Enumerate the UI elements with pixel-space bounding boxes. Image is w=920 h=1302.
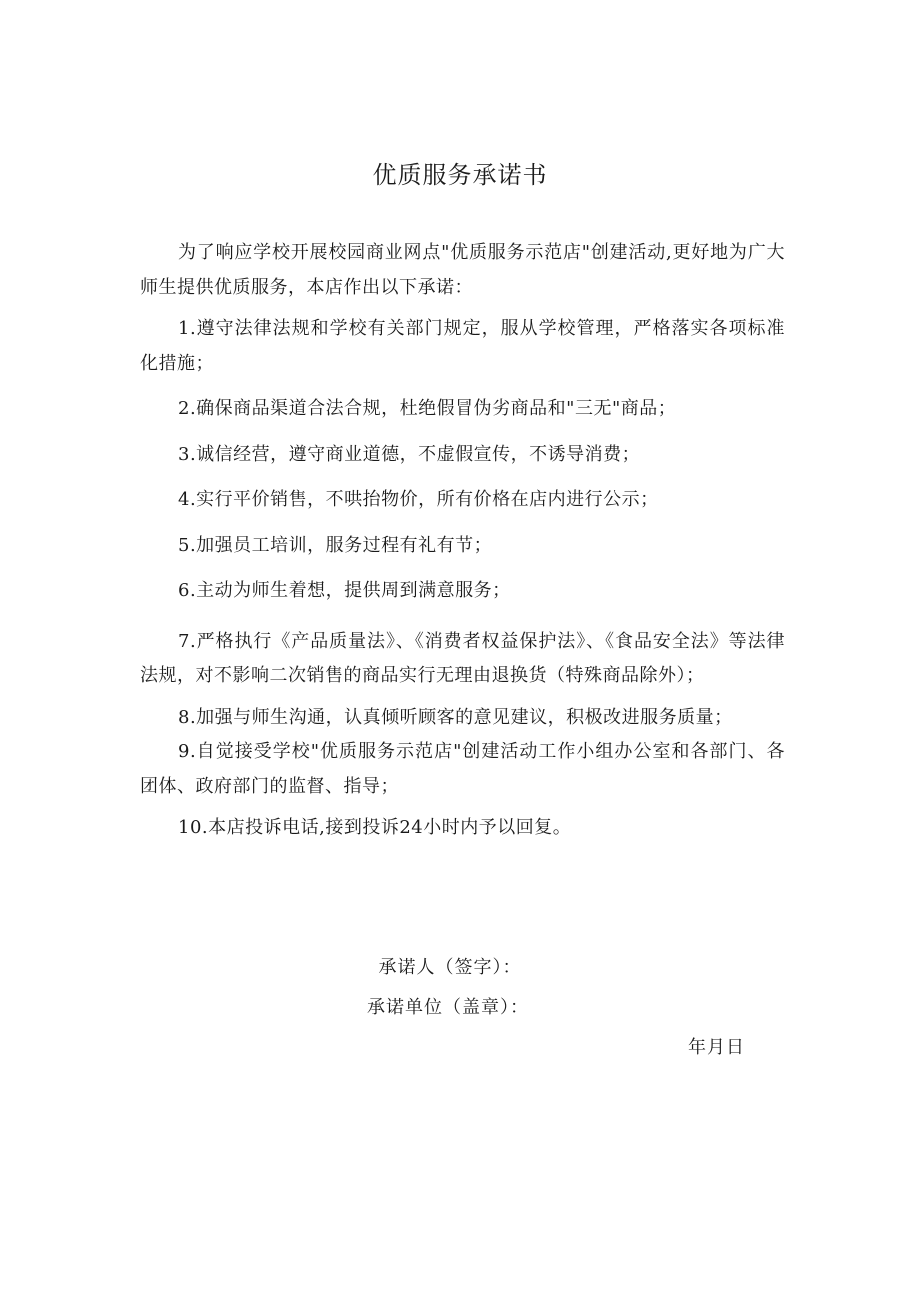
commitment-item-5: 5.加强员工培训，服务过程有礼有节；: [178, 534, 493, 556]
commitment-item-7: 7.严格执行《产品质量法》、《消费者权益保护法》、《食品安全法》等法律法规，对不影响二次销售的商品实行无理由退换货（特殊商品除外）；: [140, 630, 785, 686]
commitment-item-6: 6.主动为师生着想，提供周到满意服务；: [178, 580, 511, 601]
signature-unit-line: 承诺单位（盖章）：: [367, 997, 529, 1018]
commitment-item-8: 8.加强与师生沟通，认真倾听顾客的意见建议，积极改进服务质量；: [178, 706, 733, 728]
commitment-item-2: 2.确保商品渠道合法合规，杜绝假冒伪劣商品和"三无"商品；: [178, 398, 677, 419]
intro-paragraph: 为了响应学校开展校园商业网点"优质服务示范店"创建活动,更好地为广大师生提供优质服务，本店作出以下承诺：: [140, 242, 785, 298]
commitment-item-3: 3.诚信经营，遵守商业道德，不虚假宣传，不诱导消费；: [178, 443, 641, 465]
commitment-item-10: 10.本店投诉电话,接到投诉24小时内予以回复。: [178, 817, 572, 838]
document-title: 优质服务承诺书: [372, 161, 548, 189]
commitment-item-4: 4.实行平价销售，不哄抬物价，所有价格在店内进行公示；: [178, 489, 659, 510]
commitment-item-1: 1.遵守法律法规和学校有关部门规定，服从学校管理，严格落实各项标准化措施；: [140, 318, 785, 374]
signature-date-line: 年月日: [688, 1037, 745, 1058]
commitment-item-9: 9.自觉接受学校"优质服务示范店"创建活动工作小组办公室和各部门、各团体、政府部门的监督、指导；: [140, 741, 785, 797]
document-body: [140, 236, 785, 846]
signature-person-line: 承诺人（签字）：: [378, 957, 522, 978]
